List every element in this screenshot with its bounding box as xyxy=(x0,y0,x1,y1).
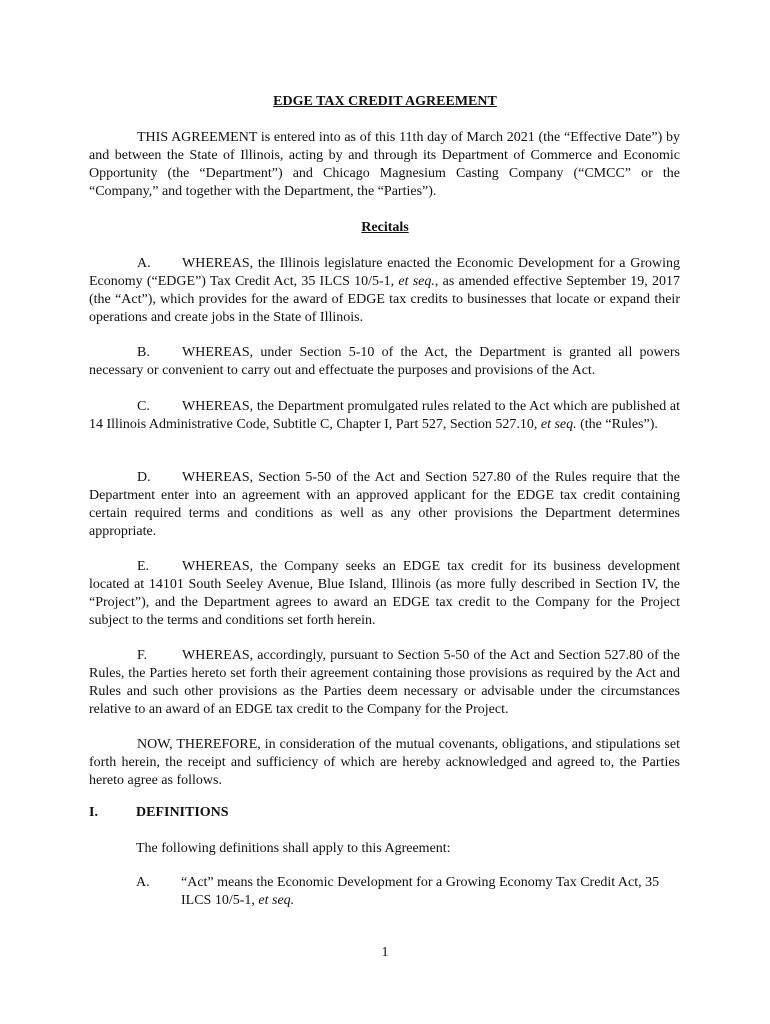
recital-text: WHEREAS, Section 5-50 of the Act and Section 527.80 of the Rules require that the Department enter into an agreement with an approved applicant for the EDGE tax credit containing certain required terms and conditions as well as any other provisions the Department determines appropriate. xyxy=(89,470,680,539)
recital-e xyxy=(89,558,680,630)
now-therefore-paragraph: NOW, THEREFORE, in consideration of the mutual covenants, obligations, and stipulations set forth herein, the receipt and sufficiency of which are hereby acknowledged and agreed to, the Parties hereto agree as follows. xyxy=(89,737,680,788)
recital-letter: E. xyxy=(137,559,150,574)
recital-text: WHEREAS, the Department promulgated rules related to the Act which are published at 14 Illinois Administrative Code, Subtitle C, Chapter I, Part 527, Section 527.10, xyxy=(89,399,680,432)
recital-italic: et seq. xyxy=(398,274,435,289)
recital-letter: A. xyxy=(137,256,151,271)
definition-text xyxy=(181,874,680,910)
recitals-heading: Recitals xyxy=(361,220,409,235)
recital-text: WHEREAS, under Section 5-10 of the Act, the Department is granted all powers necessary or convenient to carry out and effectuate the purposes and provisions of the Act. xyxy=(89,345,680,378)
recital-text: (the “Rules”). xyxy=(576,417,658,432)
recital-text: WHEREAS, the Company seeks an EDGE tax credit for its business development located at 14101 South Seeley Avenue, Blue Island, Illinois (as more fully described in Section IV, the “Project”), and the Department agrees to award an EDGE tax credit to the Company for the Project subject to the terms and conditions set forth herein. xyxy=(89,559,680,628)
recital-text: , as amended effective September 19, 2017 (the “Act”), which provides for the award of EDGE tax credits to businesses that locate or expand their operations and create jobs in the State of Illinois. xyxy=(89,274,681,325)
recital-c xyxy=(89,398,680,434)
intro-paragraph: THIS AGREEMENT is entered into as of this 11th day of March 2021 (the “Effective Date”) by and between the State of Illinois, acting by and through its Department of Commerce and Economic Opportunity (the “Department”) and Chicago Magnesium Casting Company (“CMCC” or the “Company,” and together with the Department, the “Parties”). xyxy=(89,130,680,199)
recital-f xyxy=(89,647,680,719)
definition-item xyxy=(136,874,680,910)
section-title: DEFINITIONS xyxy=(136,805,229,820)
recital-d xyxy=(89,469,680,541)
definitions-lead: The following definitions shall apply to this Agreement: xyxy=(136,841,451,856)
definition-text-part: “Act” means the Economic Development for a Growing Economy Tax Credit Act, 35 ILCS 10/5-1, xyxy=(181,875,660,908)
definition-italic: et seq. xyxy=(258,893,295,908)
recital-text: WHEREAS, accordingly, pursuant to Section 5-50 of the Act and Section 527.80 of the Rules, the Parties hereto set forth their agreement containing those provisions as required by the Act and Rules and such other provisions as the Parties deem necessary or advisable under the circumstances relative to an award of an EDGE tax credit to the Company for the Project. xyxy=(89,648,680,717)
recital-italic: et seq. xyxy=(540,417,577,432)
recital-letter: C. xyxy=(137,399,150,414)
definition-letter: A. xyxy=(136,875,150,890)
recital-text: WHEREAS, the Illinois legislature enacted the Economic Development for a Growing Economy (“EDGE”) Tax Credit Act, 35 ILCS 10/5-1, xyxy=(89,256,680,289)
recital-letter: F. xyxy=(137,648,148,663)
recital-letter: B. xyxy=(137,345,150,360)
section-number: I. xyxy=(89,805,98,820)
recital-a xyxy=(89,255,680,327)
document-title: EDGE TAX CREDIT AGREEMENT xyxy=(273,94,497,109)
page-number: 1 xyxy=(381,945,389,960)
recital-letter: D. xyxy=(137,470,151,485)
section-heading-definitions xyxy=(89,804,229,822)
recital-b xyxy=(89,344,680,380)
